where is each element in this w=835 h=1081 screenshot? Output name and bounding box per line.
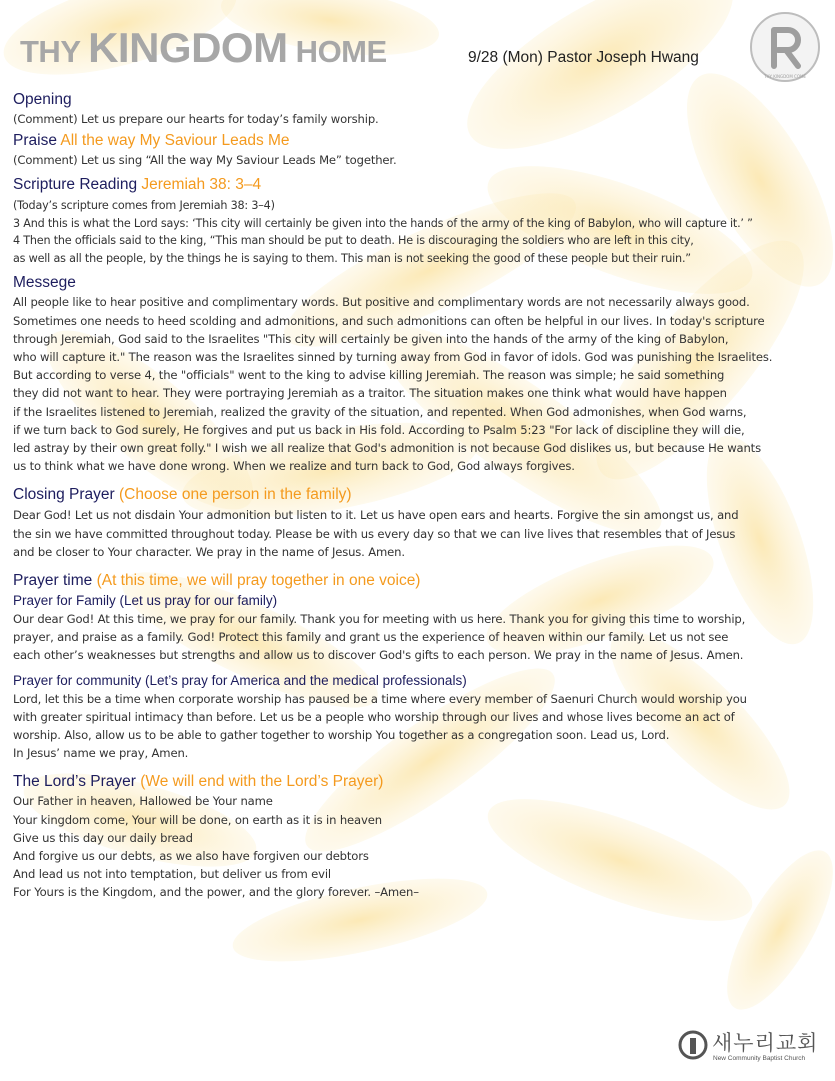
community-prayer-heading: Prayer for community (Let’s pray for America and the medical professionals)	[13, 672, 467, 688]
lords-prayer-line: For Yours is the Kingdom, and the power, and the glory forever. –Amen–	[13, 885, 419, 900]
community-prayer-line: Lord, let this be a time when corporate worship has paused be a time where every member of Saenuri Church would worship you	[13, 691, 747, 706]
scripture-verse: 4 Then the officials said to the king, “This man should be put to death. He is discouraging the soldiers who are left in this city,	[13, 234, 694, 248]
closing-prayer-section	[13, 485, 825, 561]
lords-prayer-heading	[13, 772, 825, 792]
closing-prayer-heading	[13, 485, 825, 505]
message-section	[13, 273, 825, 475]
praise-heading	[13, 131, 825, 151]
praise-song-title: All the way My Saviour Leads Me	[60, 132, 290, 150]
family-prayer-line: prayer, and praise as a family. God! Protect this family and grant us the experience of heaven within our family. Let us not see	[13, 630, 729, 645]
church-mark-icon	[678, 1030, 708, 1060]
community-prayer-line: worship. Also, allow us to be able to gather together to worship You together as a congregation soon. Lead us, Lord.	[13, 728, 670, 743]
family-prayer-line: each other’s weaknesses but strengths and allow us to discover God's gifts to each person. We pray in the name of Jesus. Amen.	[13, 648, 744, 663]
closing-prayer-label: Closing Prayer	[13, 486, 119, 504]
page-header	[0, 0, 835, 88]
opening-heading: Opening	[13, 91, 72, 108]
scripture-reference: Jeremiah 38: 3–4	[141, 176, 262, 194]
message-line: if we turn back to God surely, He forgives and put us back in His fold. According to Psalm 5:23 "For lack of discipline they will die,	[13, 422, 745, 437]
lords-prayer-line: And lead us not into temptation, but deliver us from evil	[13, 867, 331, 882]
logo-ring-text: THY KINGDOM COME	[764, 74, 806, 79]
opening-section	[13, 90, 825, 128]
message-heading: Messege	[13, 274, 76, 292]
community-prayer-line: In Jesus’ name we pray, Amen.	[13, 746, 189, 761]
praise-section	[13, 131, 825, 169]
scripture-intro: (Today’s scripture comes from Jeremiah 38: 3–4)	[13, 199, 275, 213]
message-line: if the Israelites listened to Jeremiah, realized the gravity of the situation, and repented. When God admonishes, when God warns,	[13, 404, 747, 419]
praise-comment: (Comment) Let us sing “All the way My Saviour Leads Me” together.	[13, 153, 397, 168]
message-line: they did not want to hear. They were portraying Jeremiah as a traitor. The situation makes one think what would have happen	[13, 386, 727, 401]
church-logo	[678, 1027, 828, 1067]
kingdom-r-logo	[748, 10, 822, 84]
closing-prayer-line: the sin we have committed throughout today. Please be with us every day so that we can live lives that resembles that of Jesus	[13, 526, 736, 541]
date-and-pastor: 9/28 (Mon) Pastor Joseph Hwang	[468, 49, 699, 66]
lords-prayer-label: The Lord’s Prayer	[13, 773, 141, 791]
closing-prayer-line: and be closer to Your character. We pray in the name of Jesus. Amen.	[13, 544, 405, 559]
prayer-time-note: (At this time, we will pray together in one voice)	[96, 572, 421, 590]
community-prayer-line: with greater spiritual intimacy than before. Let us be a people who worship through our lives and whose lives become an act of	[13, 709, 735, 724]
lords-prayer-note: (We will end with the Lord’s Prayer)	[140, 773, 384, 791]
prayer-time-label: Prayer time	[13, 572, 97, 590]
closing-prayer-line: Dear God! Let us not disdain Your admonition but listen to it. Let us have open ears and hearts. Forgive the sin amongst us, and	[13, 508, 739, 523]
lords-prayer-section	[13, 772, 825, 901]
lords-prayer-line: And forgive us our debts, as we also have forgiven our debtors	[13, 849, 369, 864]
lords-prayer-line: Give us this day our daily bread	[13, 830, 193, 845]
brand-title	[20, 24, 387, 72]
message-line: who will capture it." The reason was the Israelites sinned by turning away from God in favor of idols. God was punishing the Israelites.	[13, 350, 773, 365]
church-name-korean: 새누리교회	[712, 1031, 819, 1055]
family-prayer-heading: Prayer for Family (Let us pray for our family)	[13, 593, 278, 609]
scripture-label: Scripture Reading	[13, 176, 142, 194]
brand-thy: THY	[20, 34, 89, 69]
scripture-verse: as well as all the people, by the things he is saying to them. This man is not seeking the good of these people but their ruin.”	[13, 251, 691, 265]
message-line: led astray by their own great folly." I wish we all realize that God's admonition is not because God dislikes us, but because He wants	[13, 441, 761, 456]
message-line: But according to verse 4, the "officials" went to the king to advise killing Jeremiah. The reason was simple; he said something	[13, 368, 725, 383]
prayer-time-section	[13, 571, 825, 762]
message-line: All people like to hear positive and complimentary words. But positive and complimentary words are not necessarily always good.	[13, 295, 750, 310]
scripture-heading	[13, 175, 825, 195]
closing-prayer-note: (Choose one person in the family)	[118, 486, 352, 504]
scripture-verse: 3 And this is what the Lord says: ‘This city will certainly be given into the hands of the army of the king of Babylon, who will capture it.’ ”	[13, 216, 753, 230]
message-line: us to think what we have done wrong. When we realize and turn back to God, God always forgives.	[13, 459, 575, 474]
opening-comment: (Comment) Let us prepare our hearts for today’s family worship.	[13, 112, 379, 126]
message-line: through Jeremiah, God said to the Israelites "This city will certainly be given into the hands of the army of the king of Babylon,	[13, 331, 729, 346]
prayer-time-heading	[13, 571, 825, 591]
message-line: Sometimes one needs to heed scolding and admonitions, and such admonitions can often be helpful in our lives. In today's scripture	[13, 313, 765, 328]
worship-content	[13, 90, 825, 902]
praise-label: Praise	[13, 132, 61, 150]
brand-home: HOME	[287, 34, 387, 69]
church-name-english: New Community Baptist Church	[713, 1055, 806, 1062]
brand-kingdom: KINGDOM	[88, 24, 288, 71]
lords-prayer-line: Your kingdom come, Your will be done, on earth as it is in heaven	[13, 812, 382, 827]
scripture-section	[13, 175, 825, 267]
lords-prayer-line: Our Father in heaven, Hallowed be Your name	[13, 794, 273, 809]
family-prayer-line: Our dear God! At this time, we pray for our family. Thank you for meeting with us here. Thank you for giving this time to worship,	[13, 612, 746, 627]
